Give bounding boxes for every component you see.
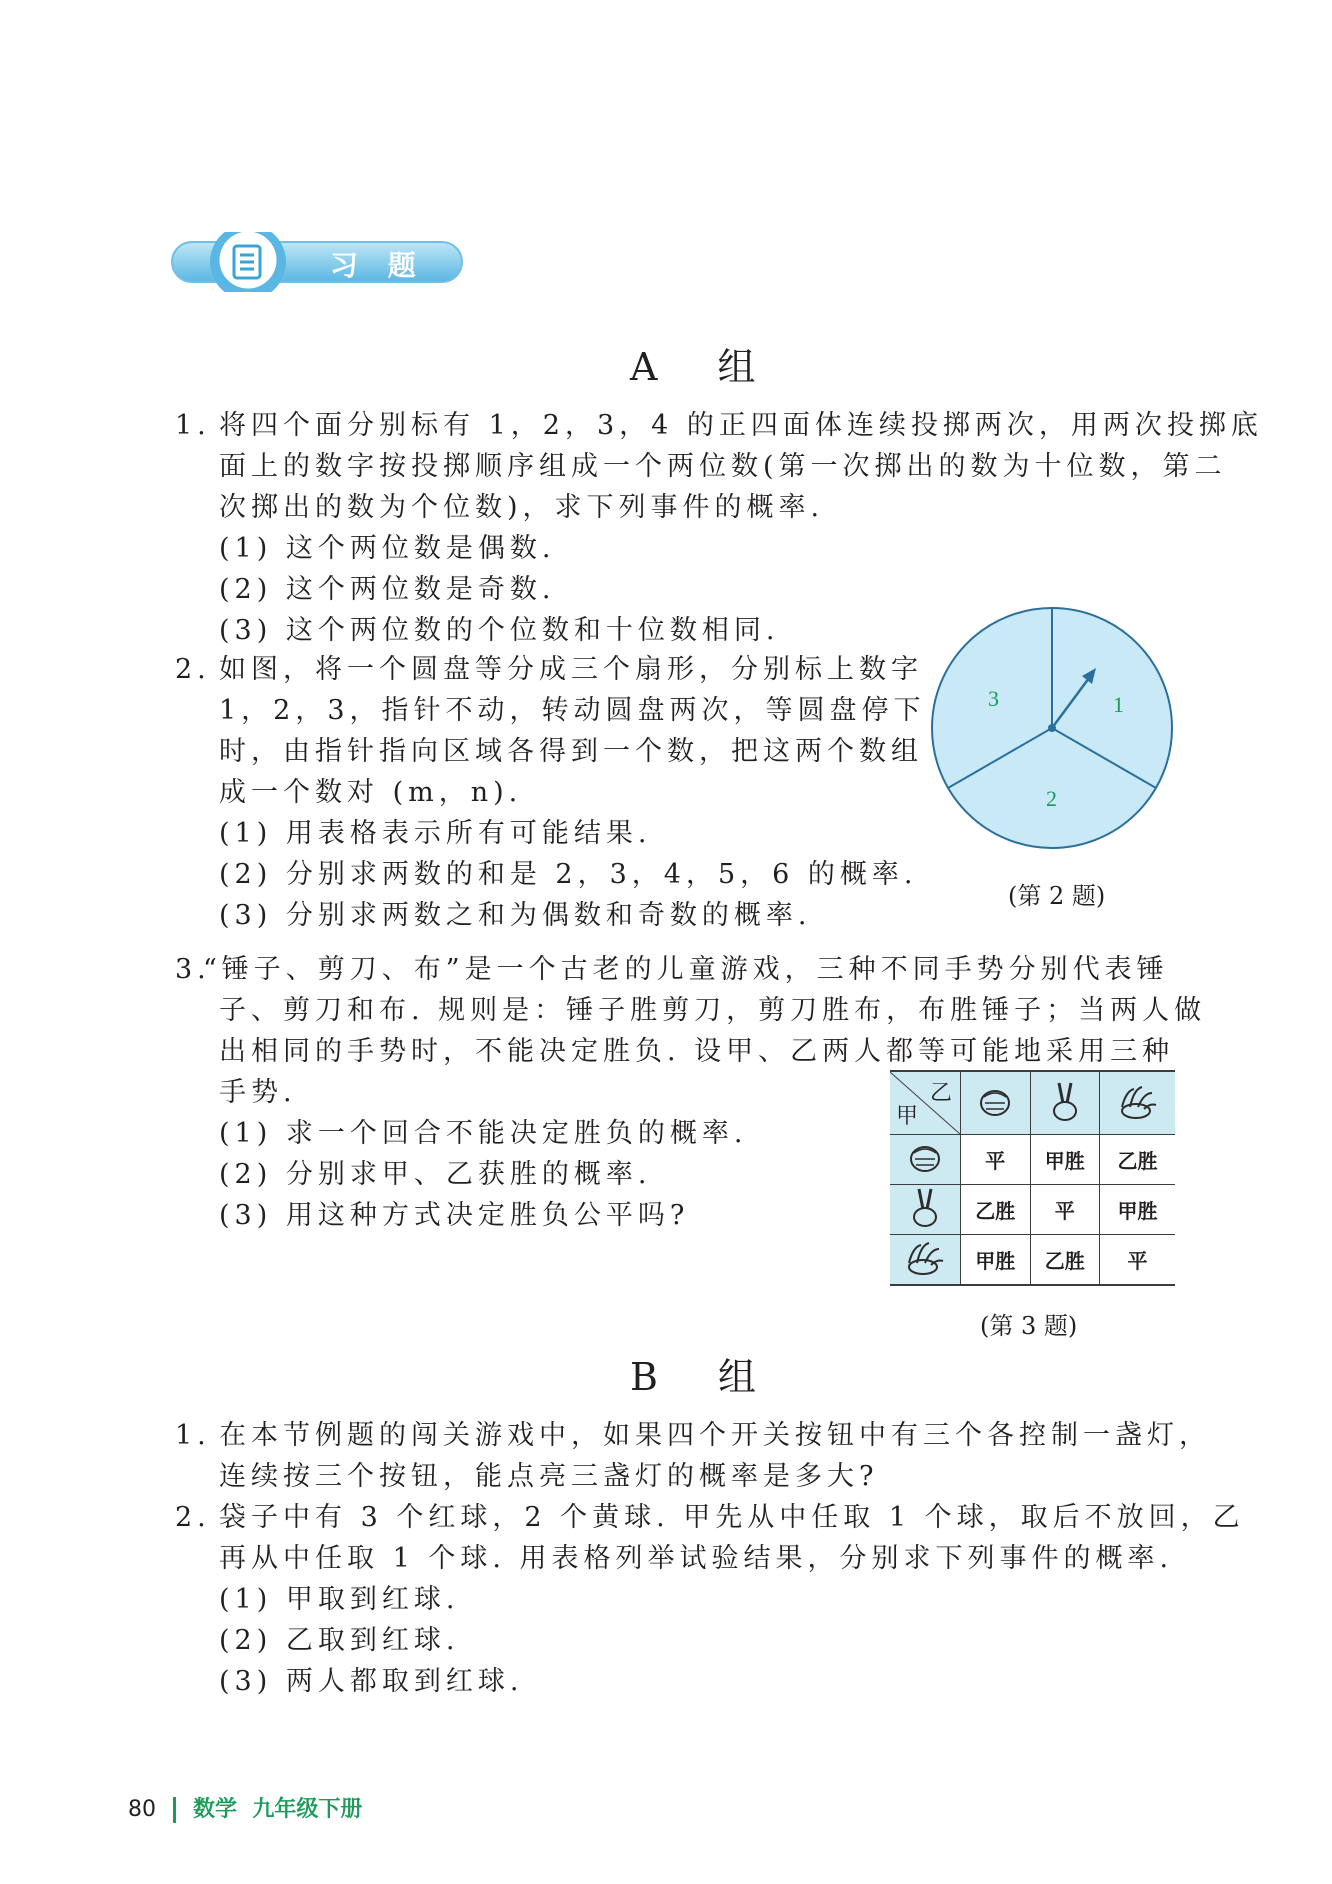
exercise-header-badge [170,232,465,292]
table-cell: 乙胜 [961,1185,1031,1235]
sub-question: (1) 甲取到红球. [219,1584,460,1615]
spinner-disk-figure [930,606,1175,851]
table-corner [890,1071,961,1135]
group-a-title: A 组 [630,345,780,389]
table-cell: 平 [961,1135,1031,1185]
table-cell: 甲胜 [1100,1185,1175,1235]
table-cell: 甲胜 [961,1235,1031,1286]
page-number: 80 [128,1797,156,1822]
badge-label: 习 题 [330,249,426,282]
group-b-title: B 组 [630,1355,781,1399]
question-number: 1. [175,1420,211,1451]
question-text: 手势. [219,1077,297,1108]
game-result-table [890,1070,1175,1286]
question-text: 时，由指针指向区域各得到一个数，把这两个数组 [219,736,923,767]
table-cell: 甲胜 [1030,1135,1100,1185]
fist-icon [961,1071,1031,1135]
notepad-icon [232,242,266,286]
table-caption: (第 3 题) [980,1312,1078,1340]
corner-bottom-label: 甲 [896,1104,919,1129]
sub-question: (1) 这个两位数是偶数. [219,533,556,564]
question-text: 1，2，3，指针不动，转动圆盘两次，等圆盘停下 [219,695,926,726]
question-text: 再从中任取 1 个球. 用表格列举试验结果，分别求下列事件的概率. [219,1543,1174,1574]
sub-question: (1) 求一个回合不能决定胜负的概率. [219,1118,748,1149]
sub-question: (3) 这个两位数的个位数和十位数相同. [219,615,780,646]
question-b2 [175,1500,1245,1700]
question-text: 子、剪刀和布. 规则是：锤子胜剪刀，剪刀胜布，布胜锤子；当两人做 [219,995,1207,1026]
question-b1 [175,1418,1211,1495]
question-text: 袋子中有 3 个红球，2 个黄球. 甲先从中任取 1 个球，取后不放回，乙 [219,1502,1245,1533]
question-text: 成一个数对 (m，n). [219,777,523,808]
question-text: 将四个面分别标有 1，2，3，4 的正四面体连续投掷两次，用两次投掷底 [219,410,1263,441]
book-title: 数学 九年级下册 [193,1797,363,1822]
scissors-hand-icon [1030,1071,1100,1135]
sub-question: (3) 两人都取到红球. [219,1666,524,1697]
figure-caption: (第 2 题) [1008,882,1106,910]
table-cell: 平 [1030,1185,1100,1235]
sector-label: 3 [988,686,999,711]
question-text: 在本节例题的闯关游戏中，如果四个开关按钮中有三个各控制一盏灯， [219,1420,1211,1451]
palm-icon [890,1235,961,1286]
question-text: 面上的数字按投掷顺序组成一个两位数(第一次掷出的数为十位数，第二 [219,451,1227,482]
fist-icon [890,1135,961,1185]
question-text: 连续按三个按钮，能点亮三盏灯的概率是多大? [219,1461,879,1492]
sub-question: (1) 用表格表示所有可能结果. [219,818,652,849]
table-cell: 乙胜 [1030,1235,1100,1286]
question-text: 出相同的手势时，不能决定胜负. 设甲、乙两人都等可能地采用三种 [219,1036,1175,1067]
question-number: 2. [175,654,211,685]
page-footer [128,1792,362,1823]
question-text: “锤子、剪刀、布”是一个古老的儿童游戏，三种不同手势分别代表锤 [203,954,1169,985]
question-number: 1. [175,410,211,441]
sub-question: (2) 这个两位数是奇数. [219,574,556,605]
question-text: 如图，将一个圆盘等分成三个扇形，分别标上数字 [219,654,923,685]
sub-question: (2) 分别求两数的和是 2，3，4，5，6 的概率. [219,859,918,890]
table-cell: 乙胜 [1100,1135,1175,1185]
scissors-hand-icon [890,1185,961,1235]
footer-divider [173,1797,176,1823]
table-cell: 平 [1100,1235,1175,1286]
sector-label: 1 [1113,692,1124,717]
corner-top-label: 乙 [929,1081,952,1106]
sub-question: (2) 乙取到红球. [219,1625,460,1656]
question-number: 3. [175,954,211,985]
question-a2 [175,652,926,934]
sub-question: (3) 分别求两数之和为偶数和奇数的概率. [219,900,812,931]
question-text: 次掷出的数为个位数)，求下列事件的概率. [219,492,825,523]
question-number: 2. [175,1502,211,1533]
sector-label: 2 [1046,786,1057,811]
sub-question: (2) 分别求甲、乙获胜的概率. [219,1159,652,1190]
sub-question: (3) 用这种方式决定胜负公平吗? [219,1200,690,1231]
palm-icon [1100,1071,1175,1135]
